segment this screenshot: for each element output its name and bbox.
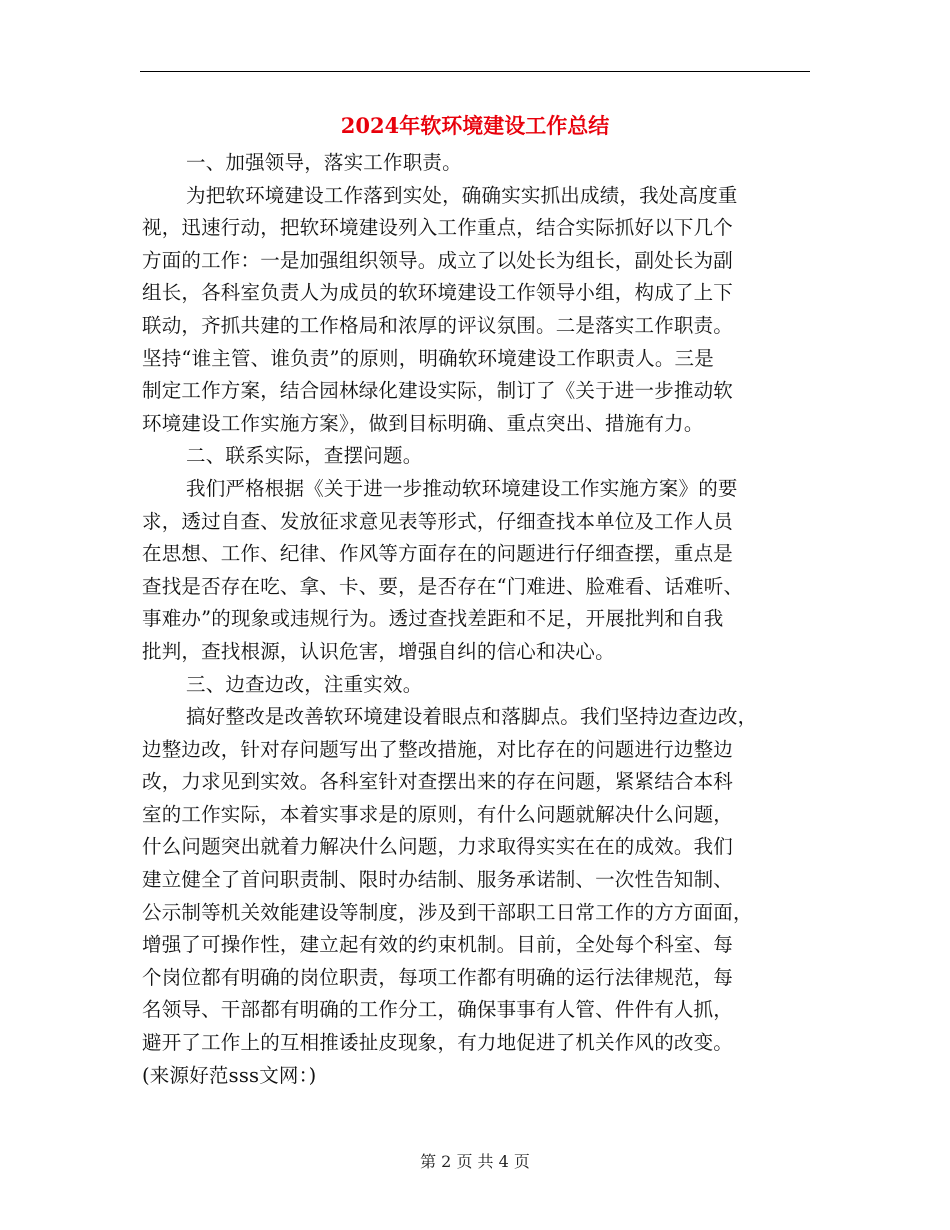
paragraph-line: 事难办”的现象或违规行为。透过查找差距和不足，开展批判和自我 [142,607,724,631]
section-heading: 一、加强领导，落实工作职责。 [186,151,462,174]
paragraph-line: 求，透过自查、发放征求意见表等形式，仔细查找本单位及工作人员 [142,509,734,533]
paragraph-line: 坚持“谁主管、谁负责”的原则，明确软环境建设工作职责人。三是 [142,346,714,370]
paragraph-line: 环境建设工作实施方案》，做到目标明确、重点突出、措施有力。 [142,411,704,435]
document-title: 2024年软环境建设工作总结 [340,113,610,138]
paragraph-line: 在思想、工作、纪律、作风等方面存在的问题进行仔细查摆，重点是 [142,542,734,566]
paragraph-line: 我们严格根据《关于进一步推动软环境建设工作实施方案》的要 [186,476,738,500]
paragraph-line: 制定工作方案，结合园林绿化建设实际，制订了《关于进一步推动软 [142,379,734,403]
paragraph-line: 名领导、干部都有明确的工作分工，确保事事有人管、件件有人抓， [142,998,734,1022]
paragraph-line: 建立健全了首问职责制、限时办结制、服务承诺制、一次性告知制、 [142,868,734,892]
paragraph-line: 室的工作实际，本着实事求是的原则，有什么问题就解决什么问题， [142,802,734,826]
paragraph-line: 搞好整改是改善软环境建设着眼点和落脚点。我们坚持边查边改， [186,705,758,729]
paragraph-line: 查找是否存在吃、拿、卡、要，是否存在“门难进、脸难看、话难听、 [142,574,744,598]
paragraph-line: 联动，齐抓共建的工作格局和浓厚的评议氛围。二是落实工作职责。 [142,313,734,337]
paragraph-line: 改，力求见到实效。各科室针对查摆出来的存在问题，紧紧结合本科 [142,770,734,794]
paragraph-line: 组长，各科室负责人为成员的软环境建设工作领导小组，构成了上下 [142,281,734,305]
paragraph-line: 避开了工作上的互相推诿扯皮现象，有力地促进了机关作风的改变。 [142,1031,734,1055]
paragraph-line: 什么问题突出就着力解决什么问题，力求取得实实在在的成效。我们 [142,835,734,859]
paragraph-line: 视，迅速行动，把软环境建设列入工作重点，结合实际抓好以下几个 [142,216,734,240]
paragraph-line: 公示制等机关效能建设等制度，涉及到干部职工日常工作的方方面面， [142,900,753,924]
page-number-footer: 第 2 页 共 4 页 [420,1152,530,1171]
header-rule [140,71,810,72]
paragraph-line: 边整边改，针对存问题写出了整改措施，对比存在的问题进行边整边 [142,737,734,761]
source-note: (来源好范sss文网：) [142,1063,317,1087]
section-heading: 三、边查边改，注重实效。 [186,672,423,696]
paragraph-line: 为把软环境建设工作落到实处，确确实实抓出成绩，我处高度重 [186,183,738,207]
paragraph-line: 批判，查找根源，认识危害，增强自纠的信心和决心。 [142,639,615,663]
document-body [142,147,812,1092]
paragraph-line: 方面的工作：一是加强组织领导。成立了以处长为组长，副处长为副 [142,248,734,272]
paragraph-line: 个岗位都有明确的岗位职责，每项工作都有明确的运行法律规范，每 [142,965,734,989]
paragraph-line: 增强了可操作性，建立起有效的约束机制。目前，全处每个科室、每 [142,933,734,957]
section-heading: 二、联系实际，查摆问题。 [186,444,423,468]
